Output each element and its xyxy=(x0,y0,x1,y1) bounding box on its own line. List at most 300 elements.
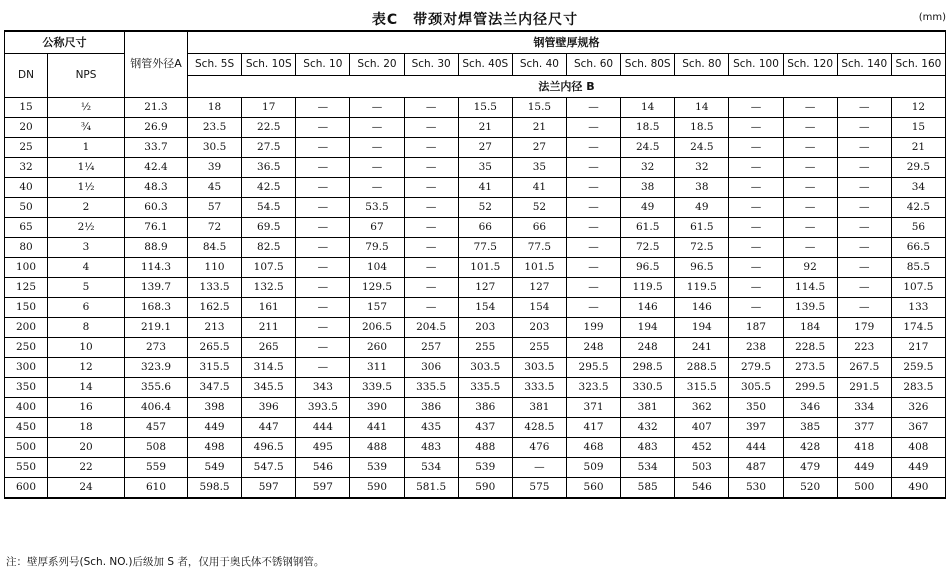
bore-cell: 17 xyxy=(242,98,296,118)
bore-cell: — xyxy=(404,258,458,278)
outer-diameter-cell: 323.9 xyxy=(125,358,188,378)
bore-cell: — xyxy=(296,118,350,138)
bore-cell: 39 xyxy=(188,158,242,178)
table-row xyxy=(5,438,946,458)
outer-diameter-header xyxy=(125,31,188,98)
bore-cell: — xyxy=(350,118,404,138)
bore-cell: 187 xyxy=(729,318,783,338)
schedule-header: Sch. 40 xyxy=(512,54,566,76)
bore-cell: 330.5 xyxy=(621,378,675,398)
bore-cell: — xyxy=(296,298,350,318)
bore-cell: 255 xyxy=(458,338,512,358)
bore-cell: 546 xyxy=(296,458,350,478)
bore-cell: 490 xyxy=(891,478,945,499)
bore-cell: 362 xyxy=(675,398,729,418)
bore-cell: — xyxy=(729,218,783,238)
bore-cell: 299.5 xyxy=(783,378,837,398)
bore-cell: 377 xyxy=(837,418,891,438)
bore-cell: 157 xyxy=(350,298,404,318)
outer-diameter-cell: 168.3 xyxy=(125,298,188,318)
bore-cell: 255 xyxy=(512,338,566,358)
bore-cell: 283.5 xyxy=(891,378,945,398)
bore-cell: 194 xyxy=(621,318,675,338)
bore-cell: 449 xyxy=(837,458,891,478)
bore-cell: — xyxy=(296,358,350,378)
bore-cell: 21 xyxy=(512,118,566,138)
bore-cell: — xyxy=(729,238,783,258)
table-row xyxy=(5,258,946,278)
bore-cell: 41 xyxy=(458,178,512,198)
table-row xyxy=(5,138,946,158)
bore-cell: 386 xyxy=(404,398,458,418)
nps-cell: 18 xyxy=(48,418,125,438)
bore-cell: 204.5 xyxy=(404,318,458,338)
bore-cell: — xyxy=(296,278,350,298)
bore-cell: 534 xyxy=(621,458,675,478)
bore-cell: 305.5 xyxy=(729,378,783,398)
bore-cell: 311 xyxy=(350,358,404,378)
bore-cell: 385 xyxy=(783,418,837,438)
bore-cell: — xyxy=(296,178,350,198)
bore-cell: — xyxy=(296,218,350,238)
bore-cell: — xyxy=(783,138,837,158)
bore-cell: 82.5 xyxy=(242,238,296,258)
bore-cell: 154 xyxy=(458,298,512,318)
bore-cell: 291.5 xyxy=(837,378,891,398)
nps-cell: 3 xyxy=(48,238,125,258)
table-row xyxy=(5,98,946,118)
dn-cell: 400 xyxy=(5,398,48,418)
bore-cell: 211 xyxy=(242,318,296,338)
bore-cell: — xyxy=(350,98,404,118)
bore-cell: 306 xyxy=(404,358,458,378)
bore-cell: 398 xyxy=(188,398,242,418)
outer-diameter-header-text: 钢管外径A xyxy=(130,57,182,71)
bore-cell: — xyxy=(837,98,891,118)
bore-cell: — xyxy=(296,98,350,118)
dn-cell: 20 xyxy=(5,118,48,138)
bore-cell: 15.5 xyxy=(512,98,566,118)
dn-cell: 600 xyxy=(5,478,48,499)
dn-cell: 65 xyxy=(5,218,48,238)
bore-cell: 590 xyxy=(458,478,512,499)
bore-cell: 101.5 xyxy=(458,258,512,278)
outer-diameter-cell: 60.3 xyxy=(125,198,188,218)
nominal-size-header: 公称尺寸 xyxy=(5,31,125,54)
bore-cell: 549 xyxy=(188,458,242,478)
bore-cell: 347.5 xyxy=(188,378,242,398)
schedule-header: Sch. 160 xyxy=(891,54,945,76)
bore-cell: 174.5 xyxy=(891,318,945,338)
bore-cell: 228.5 xyxy=(783,338,837,358)
bore-cell: 597 xyxy=(296,478,350,499)
bore-cell: — xyxy=(566,258,620,278)
table-row xyxy=(5,318,946,338)
schedule-header: Sch. 80S xyxy=(621,54,675,76)
bore-cell: — xyxy=(512,458,566,478)
dn-cell: 500 xyxy=(5,438,48,458)
nps-cell: 20 xyxy=(48,438,125,458)
bore-cell: 14 xyxy=(675,98,729,118)
bore-cell: — xyxy=(404,218,458,238)
outer-diameter-cell: 559 xyxy=(125,458,188,478)
bore-cell: — xyxy=(350,138,404,158)
bore-cell: 146 xyxy=(621,298,675,318)
bore-cell: 381 xyxy=(621,398,675,418)
bore-cell: 335.5 xyxy=(458,378,512,398)
bore-cell: 139.5 xyxy=(783,298,837,318)
bore-cell: — xyxy=(404,138,458,158)
bore-cell: 223 xyxy=(837,338,891,358)
bore-cell: 585 xyxy=(621,478,675,499)
schedule-header: Sch. 80 xyxy=(675,54,729,76)
bore-cell: 590 xyxy=(350,478,404,499)
outer-diameter-cell: 114.3 xyxy=(125,258,188,278)
bore-cell: 107.5 xyxy=(891,278,945,298)
bore-cell: — xyxy=(566,158,620,178)
bore-cell: 468 xyxy=(566,438,620,458)
nps-cell: 2 xyxy=(48,198,125,218)
nps-cell: 22 xyxy=(48,458,125,478)
bore-cell: 24.5 xyxy=(675,138,729,158)
bore-cell: 66 xyxy=(458,218,512,238)
outer-diameter-cell: 219.1 xyxy=(125,318,188,338)
outer-diameter-cell: 48.3 xyxy=(125,178,188,198)
bore-cell: 61.5 xyxy=(621,218,675,238)
bore-cell: 12 xyxy=(891,98,945,118)
bore-cell: 407 xyxy=(675,418,729,438)
outer-diameter-cell: 88.9 xyxy=(125,238,188,258)
bore-cell: — xyxy=(729,178,783,198)
nps-cell: ½ xyxy=(48,98,125,118)
bore-cell: 273.5 xyxy=(783,358,837,378)
bore-cell: 101.5 xyxy=(512,258,566,278)
bore-cell: 35 xyxy=(512,158,566,178)
bore-cell: 194 xyxy=(675,318,729,338)
bore-cell: 199 xyxy=(566,318,620,338)
bore-cell: 279.5 xyxy=(729,358,783,378)
bore-cell: 21 xyxy=(891,138,945,158)
bore-cell: 18 xyxy=(188,98,242,118)
bore-cell: 57 xyxy=(188,198,242,218)
bore-cell: 92 xyxy=(783,258,837,278)
bore-cell: — xyxy=(296,158,350,178)
schedule-header: Sch. 10S xyxy=(242,54,296,76)
bore-cell: 42.5 xyxy=(242,178,296,198)
bore-cell: 72.5 xyxy=(621,238,675,258)
bore-cell: — xyxy=(837,278,891,298)
bore-cell: 547.5 xyxy=(242,458,296,478)
dn-cell: 125 xyxy=(5,278,48,298)
bore-cell: — xyxy=(837,158,891,178)
bore-cell: 303.5 xyxy=(512,358,566,378)
bore-cell: 581.5 xyxy=(404,478,458,499)
nps-cell: ¾ xyxy=(48,118,125,138)
bore-cell: — xyxy=(729,258,783,278)
dn-cell: 550 xyxy=(5,458,48,478)
table-row xyxy=(5,358,946,378)
bore-cell: 77.5 xyxy=(458,238,512,258)
schedule-header: Sch. 120 xyxy=(783,54,837,76)
bore-cell: — xyxy=(566,238,620,258)
bore-cell: 14 xyxy=(621,98,675,118)
bore-cell: 476 xyxy=(512,438,566,458)
bore-cell: 114.5 xyxy=(783,278,837,298)
dn-header: DN xyxy=(5,54,48,98)
bore-cell: — xyxy=(404,98,458,118)
bore-cell: 179 xyxy=(837,318,891,338)
bore-cell: 479 xyxy=(783,458,837,478)
bore-cell: 333.5 xyxy=(512,378,566,398)
bore-cell: 56 xyxy=(891,218,945,238)
outer-diameter-cell: 457 xyxy=(125,418,188,438)
bore-cell: 435 xyxy=(404,418,458,438)
flange-bore-table xyxy=(4,30,946,499)
bore-cell: 238 xyxy=(729,338,783,358)
bore-cell: — xyxy=(404,278,458,298)
bore-cell: — xyxy=(729,118,783,138)
bore-cell: 417 xyxy=(566,418,620,438)
nps-cell: 2½ xyxy=(48,218,125,238)
bore-cell: — xyxy=(837,178,891,198)
bore-cell: — xyxy=(729,278,783,298)
bore-cell: 500 xyxy=(837,478,891,499)
table-row xyxy=(5,178,946,198)
bore-cell: 203 xyxy=(512,318,566,338)
nps-cell: 1¼ xyxy=(48,158,125,178)
bore-cell: — xyxy=(296,238,350,258)
bore-cell: — xyxy=(566,218,620,238)
outer-diameter-cell: 508 xyxy=(125,438,188,458)
bore-cell: 367 xyxy=(891,418,945,438)
bore-cell: 53.5 xyxy=(350,198,404,218)
bore-cell: 184 xyxy=(783,318,837,338)
bore-cell: 38 xyxy=(621,178,675,198)
bore-cell: 29.5 xyxy=(891,158,945,178)
schedule-header: Sch. 140 xyxy=(837,54,891,76)
bore-cell: 390 xyxy=(350,398,404,418)
bore-cell: — xyxy=(783,218,837,238)
bore-cell: — xyxy=(296,198,350,218)
bore-cell: — xyxy=(837,258,891,278)
bore-cell: 483 xyxy=(404,438,458,458)
bore-cell: — xyxy=(296,138,350,158)
outer-diameter-cell: 76.1 xyxy=(125,218,188,238)
nps-cell: 1½ xyxy=(48,178,125,198)
table-row xyxy=(5,378,946,398)
table-row xyxy=(5,198,946,218)
bore-cell: 335.5 xyxy=(404,378,458,398)
bore-cell: 154 xyxy=(512,298,566,318)
bore-cell: — xyxy=(729,98,783,118)
dn-cell: 200 xyxy=(5,318,48,338)
bore-cell: — xyxy=(566,278,620,298)
bore-cell: 260 xyxy=(350,338,404,358)
bore-cell: 36.5 xyxy=(242,158,296,178)
bore-cell: — xyxy=(296,338,350,358)
bore-cell: 107.5 xyxy=(242,258,296,278)
table-row xyxy=(5,158,946,178)
bore-cell: 339.5 xyxy=(350,378,404,398)
bore-cell: 534 xyxy=(404,458,458,478)
bore-cell: 79.5 xyxy=(350,238,404,258)
bore-cell: 42.5 xyxy=(891,198,945,218)
bore-cell: 267.5 xyxy=(837,358,891,378)
bore-cell: 334 xyxy=(837,398,891,418)
bore-cell: 23.5 xyxy=(188,118,242,138)
bore-cell: 546 xyxy=(675,478,729,499)
bore-cell: 54.5 xyxy=(242,198,296,218)
bore-cell: 259.5 xyxy=(891,358,945,378)
bore-cell: 27 xyxy=(458,138,512,158)
bore-cell: 84.5 xyxy=(188,238,242,258)
schedule-header: Sch. 30 xyxy=(404,54,458,76)
bore-cell: 217 xyxy=(891,338,945,358)
bore-cell: — xyxy=(350,178,404,198)
bore-cell: 161 xyxy=(242,298,296,318)
bore-cell: 162.5 xyxy=(188,298,242,318)
table-row xyxy=(5,118,946,138)
bore-cell: — xyxy=(729,158,783,178)
bore-cell: 15 xyxy=(891,118,945,138)
dn-cell: 50 xyxy=(5,198,48,218)
bore-cell: 119.5 xyxy=(621,278,675,298)
outer-diameter-cell: 273 xyxy=(125,338,188,358)
bore-cell: 66 xyxy=(512,218,566,238)
bore-cell: 495 xyxy=(296,438,350,458)
bore-cell: — xyxy=(566,138,620,158)
wall-spec-header: 钢管壁厚规格 xyxy=(188,31,946,54)
nps-cell: 8 xyxy=(48,318,125,338)
table-title: 表C 带颈对焊管法兰内径尺寸 xyxy=(371,12,579,28)
bore-cell: 350 xyxy=(729,398,783,418)
bore-cell: 77.5 xyxy=(512,238,566,258)
bore-cell: — xyxy=(404,158,458,178)
nps-cell: 24 xyxy=(48,478,125,499)
bore-cell: 393.5 xyxy=(296,398,350,418)
bore-cell: 488 xyxy=(350,438,404,458)
bore-cell: 132.5 xyxy=(242,278,296,298)
bore-cell: 30.5 xyxy=(188,138,242,158)
dn-cell: 25 xyxy=(5,138,48,158)
bore-cell: 146 xyxy=(675,298,729,318)
table-row xyxy=(5,458,946,478)
bore-cell: — xyxy=(837,238,891,258)
bore-cell: 133 xyxy=(891,298,945,318)
nps-cell: 5 xyxy=(48,278,125,298)
dn-cell: 150 xyxy=(5,298,48,318)
bore-cell: 22.5 xyxy=(242,118,296,138)
dn-cell: 80 xyxy=(5,238,48,258)
table-row xyxy=(5,398,946,418)
dn-cell: 32 xyxy=(5,158,48,178)
bore-cell: 67 xyxy=(350,218,404,238)
dn-cell: 100 xyxy=(5,258,48,278)
bore-cell: 418 xyxy=(837,438,891,458)
bore-cell: — xyxy=(404,198,458,218)
bore-cell: — xyxy=(404,298,458,318)
bore-cell: — xyxy=(837,298,891,318)
bore-cell: — xyxy=(783,118,837,138)
bore-cell: 119.5 xyxy=(675,278,729,298)
bore-cell: 397 xyxy=(729,418,783,438)
bore-cell: 241 xyxy=(675,338,729,358)
bore-cell: 496.5 xyxy=(242,438,296,458)
bore-cell: 49 xyxy=(621,198,675,218)
bore-cell: — xyxy=(566,118,620,138)
bore-cell: 27 xyxy=(512,138,566,158)
bore-cell: 530 xyxy=(729,478,783,499)
bore-cell: 539 xyxy=(350,458,404,478)
outer-diameter-cell: 610 xyxy=(125,478,188,499)
bore-cell: 303.5 xyxy=(458,358,512,378)
bore-cell: 509 xyxy=(566,458,620,478)
bore-cell: 346 xyxy=(783,398,837,418)
bore-cell: 32 xyxy=(621,158,675,178)
dn-cell: 40 xyxy=(5,178,48,198)
table-row xyxy=(5,218,946,238)
bore-cell: 449 xyxy=(188,418,242,438)
dn-cell: 350 xyxy=(5,378,48,398)
dn-cell: 450 xyxy=(5,418,48,438)
bore-cell: — xyxy=(729,198,783,218)
bore-cell: 408 xyxy=(891,438,945,458)
schedule-header: Sch. 60 xyxy=(566,54,620,76)
bore-cell: 34 xyxy=(891,178,945,198)
bore-cell: — xyxy=(566,98,620,118)
bore-cell: 539 xyxy=(458,458,512,478)
outer-diameter-cell: 42.4 xyxy=(125,158,188,178)
bore-cell: 520 xyxy=(783,478,837,499)
bore-cell: 343 xyxy=(296,378,350,398)
bore-cell: 447 xyxy=(242,418,296,438)
bore-cell: — xyxy=(729,298,783,318)
bore-cell: 61.5 xyxy=(675,218,729,238)
bore-cell: 487 xyxy=(729,458,783,478)
bore-cell: — xyxy=(566,178,620,198)
bore-cell: — xyxy=(837,138,891,158)
table-row xyxy=(5,298,946,318)
bore-cell: — xyxy=(566,298,620,318)
outer-diameter-cell: 139.7 xyxy=(125,278,188,298)
bore-cell: 45 xyxy=(188,178,242,198)
bore-cell: 444 xyxy=(296,418,350,438)
bore-cell: — xyxy=(837,198,891,218)
bore-cell: 597 xyxy=(242,478,296,499)
bore-cell: 386 xyxy=(458,398,512,418)
bore-cell: 206.5 xyxy=(350,318,404,338)
bore-cell: — xyxy=(783,178,837,198)
bore-cell: 104 xyxy=(350,258,404,278)
schedule-header: Sch. 5S xyxy=(188,54,242,76)
bore-cell: 18.5 xyxy=(621,118,675,138)
bore-cell: — xyxy=(783,98,837,118)
bore-cell: 575 xyxy=(512,478,566,499)
bore-cell: 35 xyxy=(458,158,512,178)
bore-cell: 483 xyxy=(621,438,675,458)
nps-cell: 16 xyxy=(48,398,125,418)
bore-cell: 428.5 xyxy=(512,418,566,438)
bore-cell: 432 xyxy=(621,418,675,438)
bore-cell: 32 xyxy=(675,158,729,178)
bore-cell: 213 xyxy=(188,318,242,338)
bore-cell: — xyxy=(837,218,891,238)
bore-cell: — xyxy=(729,138,783,158)
schedule-header: Sch. 20 xyxy=(350,54,404,76)
bore-cell: 69.5 xyxy=(242,218,296,238)
bore-cell: 428 xyxy=(783,438,837,458)
nps-header: NPS xyxy=(48,54,125,98)
